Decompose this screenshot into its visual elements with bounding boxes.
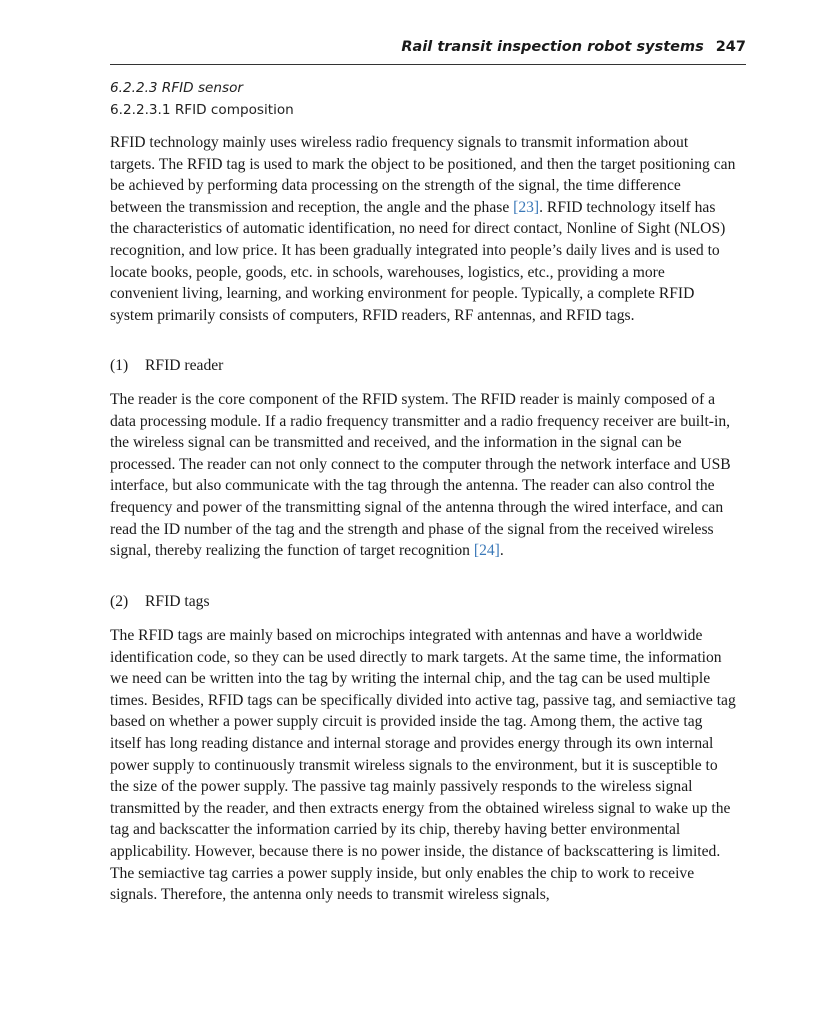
subsection-heading: 6.2.2.3.1 RFID composition xyxy=(110,102,294,118)
paragraph-rfid-tags xyxy=(110,625,736,906)
citation-link[interactable]: [23] xyxy=(513,198,540,216)
list-item-label: RFID tags xyxy=(145,593,210,610)
list-item-rfid-reader xyxy=(110,357,223,375)
page-number: 247 xyxy=(715,39,746,55)
paragraph-text: RFID technology mainly uses wireless radio frequency signals to transmit information about targets. The RFID tag is used to mark the object to be positioned, and then the target positioning can be achieved by performing data processing on the strength of the signal, the time difference between the transmission and reception, the angle and the phase xyxy=(110,134,736,216)
list-item-label: RFID reader xyxy=(145,357,224,374)
citation-link[interactable]: [24] xyxy=(473,542,500,560)
running-head xyxy=(110,39,746,65)
list-item-number: (1) xyxy=(110,357,129,374)
list-item-rfid-tags xyxy=(110,593,210,611)
section-heading: 6.2.2.3 RFID sensor xyxy=(110,80,243,96)
paragraph-text: The reader is the core component of the RFID system. The RFID reader is mainly composed of a data processing module. If a radio frequency transmitter and a radio frequency receiver are built-in, the wireless signal can be transmitted and received, and the information in the signal can be processed. The reader can not only connect to the computer through the network interface and USB interface, but also communicate with the tag through the antenna. The reader can also control the frequency and power of the transmitting signal of the antenna through the wired interface, and can read the ID number of the tag and the strength and phase of the signal from the received wireless signal, thereby realizing the function of target recognition xyxy=(110,391,731,560)
list-item-number: (2) xyxy=(110,593,129,610)
paragraph-text: . xyxy=(499,542,504,560)
paragraph-rfid-technology xyxy=(110,132,736,326)
paragraph-rfid-reader xyxy=(110,389,736,562)
paragraph-text: The RFID tags are mainly based on microchips integrated with antennas and have a worldwide identification code, so they can be used directly to mark targets. At the same time, the information we need can be written into the tag by writing the internal chip, and the tag can be used multiple times. Besides, RFID tags can be specifically divided into active tag, passive tag, and semiactive tag based on whether a power supply circuit is provided inside the tag. Among them, the active tag itself has long reading distance and internal storage and provides energy through its own internal power supply to continuously transmit wireless signals to the environment, but it is susceptible to the size of the power supply. The passive tag mainly passively responds to the wireless signal transmitted by the reader, and then extracts energy from the obtained wireless signal to wake up the tag and backscatter the information carried by its chip, thereby having better environmental applicability. However, because there is no power inside, the distance of backscattering is limited. The semiactive tag carries a power supply inside, but only enables the chip to work to receive signals. Therefore, the antenna only needs to transmit wireless signals, xyxy=(110,627,736,904)
paragraph-text: . RFID technology itself has the characteristics of automatic identification, no need for direct contact, Nonline of Sight (NLOS) recognition, and low price. It has been gradually integrated into people’s daily lives and is used to locate books, people, goods, etc. in schools, warehouses, logistics, etc., providing a more convenient living, learning, and working environment for people. Typically, a complete RFID system primarily consists of computers, RFID readers, RF antennas, and RFID tags. xyxy=(110,198,726,324)
running-title: Rail transit inspection robot systems xyxy=(401,39,704,55)
